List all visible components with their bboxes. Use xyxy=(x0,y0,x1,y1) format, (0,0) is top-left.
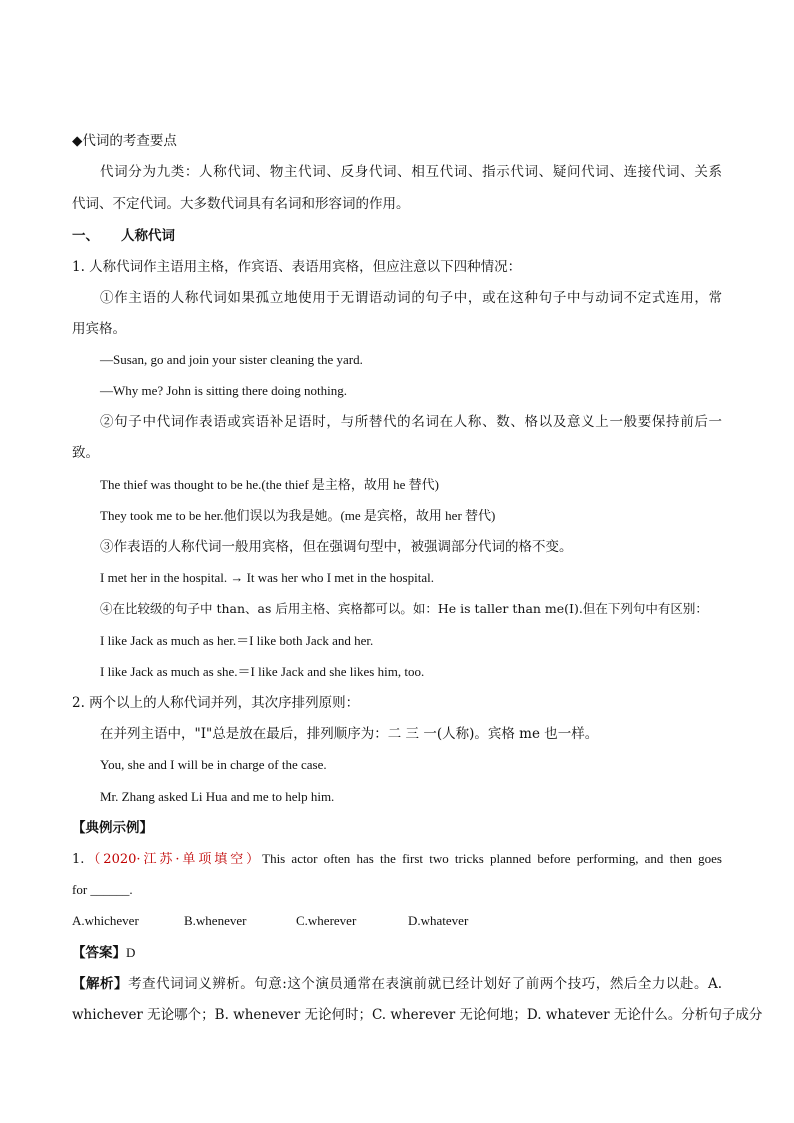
question-source-open: （ xyxy=(84,852,104,867)
example-1b: —Why me? John is sitting there doing nothing. xyxy=(100,383,347,398)
question-number: 1. xyxy=(72,852,85,867)
option-b: B.whenever xyxy=(184,913,247,928)
rule1-p3: ③作表语的人称代词一般用宾格，但在强调句型中，被强调部分代词的格不变。 xyxy=(100,539,573,555)
analysis-line-1 xyxy=(72,974,722,994)
diamond-bullet-icon: ◆ xyxy=(72,133,83,149)
example-4b: I like Jack as much as she.＝I like Jack and she likes him, too. xyxy=(100,664,425,679)
question-stem-text: This actor often has the first two tricks planned before performing, and then goes xyxy=(262,851,722,866)
example-4a: I like Jack as much as her.＝I like both Jack and her. xyxy=(100,633,374,648)
rule1-p1-line1: ①作主语的人称代词如果孤立地使用于无谓语动词的句子中，或在这种句子中与动词不定式连用，常 xyxy=(100,290,722,306)
question-1-options xyxy=(72,911,722,931)
option-c: C.wherever xyxy=(296,913,357,928)
rule2-example-2: Mr. Zhang asked Li Hua and me to help him. xyxy=(100,789,335,804)
analysis-label: 【解析】 xyxy=(72,976,129,992)
section-name: 人称代词 xyxy=(121,228,175,244)
rule2-example-1: You, she and I will be in charge of the case. xyxy=(100,757,327,772)
answer-value: D xyxy=(126,945,136,960)
question-source-close: ） xyxy=(246,852,263,867)
question-1-stem-line1 xyxy=(72,849,722,870)
analysis-text-1: 考查代词词义辨析。句意:这个演员通常在表演前就已经计划好了前两个技巧，然后全力以赴。A. xyxy=(128,976,723,992)
question-source: 2020·江苏·单项填空 xyxy=(103,852,247,867)
intro-line-2: 代词、不定代词。大多数代词具有名词和形容词的作用。 xyxy=(72,196,410,212)
analysis-line-2: whichever 无论哪个；B. whenever 无论何时；C. wherever 无论何地；D. whatever 无论什么。分析句子成分 xyxy=(72,1007,763,1023)
section-number: 一、 xyxy=(72,228,99,244)
example-3: I met her in the hospital. → It was her who I met in the hospital. xyxy=(100,570,434,585)
intro-line-1: 代词分为九类：人称代词、物主代词、反身代词、相互代词、指示代词、疑问代词、连接代词、关系 xyxy=(100,164,722,180)
rule2-text: 在并列主语中，"I"总是放在最后，排列顺序为：二 三 一(人称)。宾格 me 也一样。 xyxy=(100,726,599,742)
example-2a: The thief was thought to be he.(the thief 是主格，故用 he 替代) xyxy=(100,477,440,492)
option-d: D.whatever xyxy=(408,913,469,928)
rule2-title: 2. 两个以上的人称代词并列，其次序排列原则： xyxy=(72,695,360,711)
example-2b: They took me to be her.他们误以为我是她。(me 是宾格，故用 her 替代) xyxy=(100,508,496,523)
section-title xyxy=(72,226,722,246)
answer-label: 【答案】 xyxy=(72,945,126,961)
rule1-title: 1. 人称代词作主语用主格，作宾语、表语用宾格，但应注意以下四种情况： xyxy=(72,259,522,275)
question-1-stem-line2: for ______. xyxy=(72,882,133,897)
heading-title: 代词的考查要点 xyxy=(82,133,177,149)
rule1-p2-line2: 致。 xyxy=(72,445,99,461)
answer-line xyxy=(72,943,722,963)
rule1-p4: ④在比较级的句子中 than、as 后用主格、宾格都可以。如：He is taller than me(I).但在下列句中有区别： xyxy=(100,601,708,616)
rule1-p2-line1: ②句子中代词作表语或宾语补足语时，与所替代的名词在人称、数、格以及意义上一般要保持前后一 xyxy=(100,414,722,430)
rule1-p1-line2: 用宾格。 xyxy=(72,321,126,337)
example-section-label: 【典例示例】 xyxy=(72,820,153,836)
option-a: A.whichever xyxy=(72,913,139,928)
example-1a: —Susan, go and join your sister cleaning the yard. xyxy=(100,352,363,367)
heading xyxy=(72,131,722,151)
